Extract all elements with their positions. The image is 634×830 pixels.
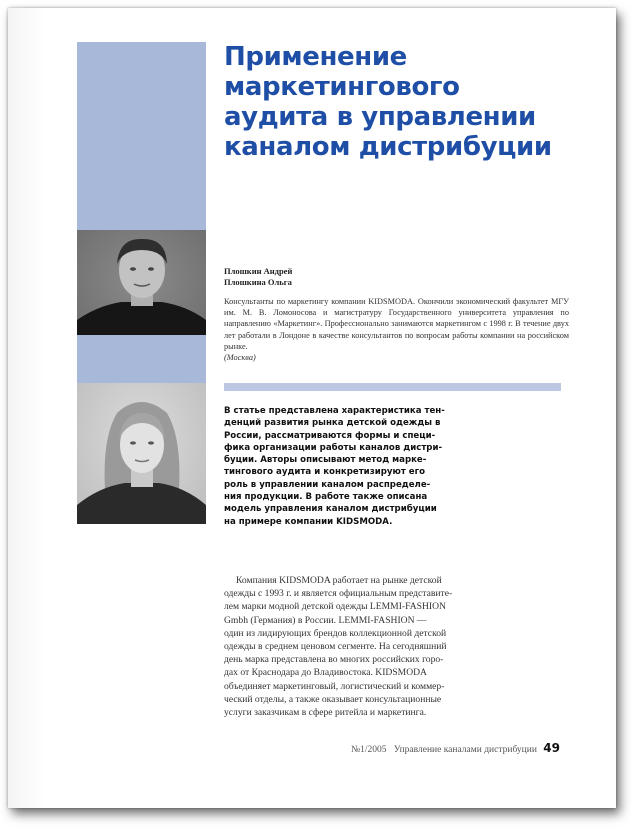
decorative-blue-bar-middle bbox=[77, 335, 206, 383]
author-photo-olga bbox=[77, 383, 206, 524]
abstract-line: на примере компании KIDSMODA. bbox=[224, 516, 393, 527]
body-line: объединяет маркетинговый, логистический и коммер- bbox=[224, 680, 445, 692]
body-line: ческий отделы, а также оказывает консультационные bbox=[224, 693, 442, 705]
page-footer bbox=[314, 741, 560, 755]
body-line: дах от Краснодара до Владивостока. KIDSMODA bbox=[224, 667, 427, 679]
abstract-line: ния продукции. В работе также описана bbox=[224, 492, 428, 503]
bio-text: Консультанты по маркетингу компании KIDSMODA. Окончили экономический факультет МГУ им. М. В. Ломоносова и магистратуру Государственного университета управления по направлению «Маркетинг». Профессионально занимаются маркетингом с 1998 г. В течение двух лет работали в Лондоне в качестве консультантов по вопросам работы компании на российском рынке. bbox=[224, 297, 569, 351]
issue-number: №1/2005 bbox=[351, 745, 387, 755]
article-title: Применение маркетингового аудита в управлении каналом дистрибуции bbox=[224, 42, 552, 162]
magazine-page bbox=[8, 8, 616, 808]
abstract-line: модель управления каналом дистрибуции bbox=[224, 504, 437, 515]
abstract-line: денций развития рынка детской одежды в bbox=[224, 418, 441, 429]
section-divider bbox=[224, 383, 561, 391]
body-line: одежды с 1993 г. и является официальным представите- bbox=[224, 588, 453, 600]
author-names bbox=[224, 266, 554, 288]
abstract-line: буции. Авторы описывают метод марке- bbox=[224, 455, 427, 466]
article-body bbox=[224, 574, 486, 719]
body-line: Gmbh (Германия) в России. LEMMI-FASHION — bbox=[224, 614, 427, 626]
author-name: Плошкин Андрей bbox=[224, 266, 293, 276]
abstract-line: России, рассматриваются формы и специ- bbox=[224, 430, 436, 441]
body-line: лем марки модной детской одежды LEMMI-FASHION bbox=[224, 601, 446, 613]
abstract-line: тингового аудита и конкретизируют его bbox=[224, 467, 426, 478]
abstract-line: роль в управлении каналом распределе- bbox=[224, 479, 431, 490]
body-line: Компания KIDSMODA работает на рынке детской bbox=[224, 575, 442, 586]
body-line: услуги заказчикам в сфере ритейла и маркетинга. bbox=[224, 707, 427, 719]
journal-name: Управление каналами дистрибуции bbox=[393, 745, 537, 755]
body-line: день марка представлена во многих российских горо- bbox=[224, 654, 444, 666]
page-number: 49 bbox=[543, 741, 560, 755]
body-line: одежды в среднем ценовом сегменте. На сегодняшний bbox=[224, 641, 447, 653]
abstract-line: фика организации работы каналов дистри- bbox=[224, 442, 443, 453]
article-abstract bbox=[224, 405, 484, 528]
decorative-blue-bar-top bbox=[77, 42, 206, 237]
author-bio bbox=[224, 296, 569, 363]
bio-place: (Москва) bbox=[224, 353, 256, 363]
author-name: Плошкина Ольга bbox=[224, 277, 292, 287]
body-line: один из лидирующих брендов коллекционной детской bbox=[224, 627, 447, 639]
abstract-line: В статье представлена характеристика тен- bbox=[224, 406, 445, 416]
author-photo-andrey bbox=[77, 230, 206, 337]
